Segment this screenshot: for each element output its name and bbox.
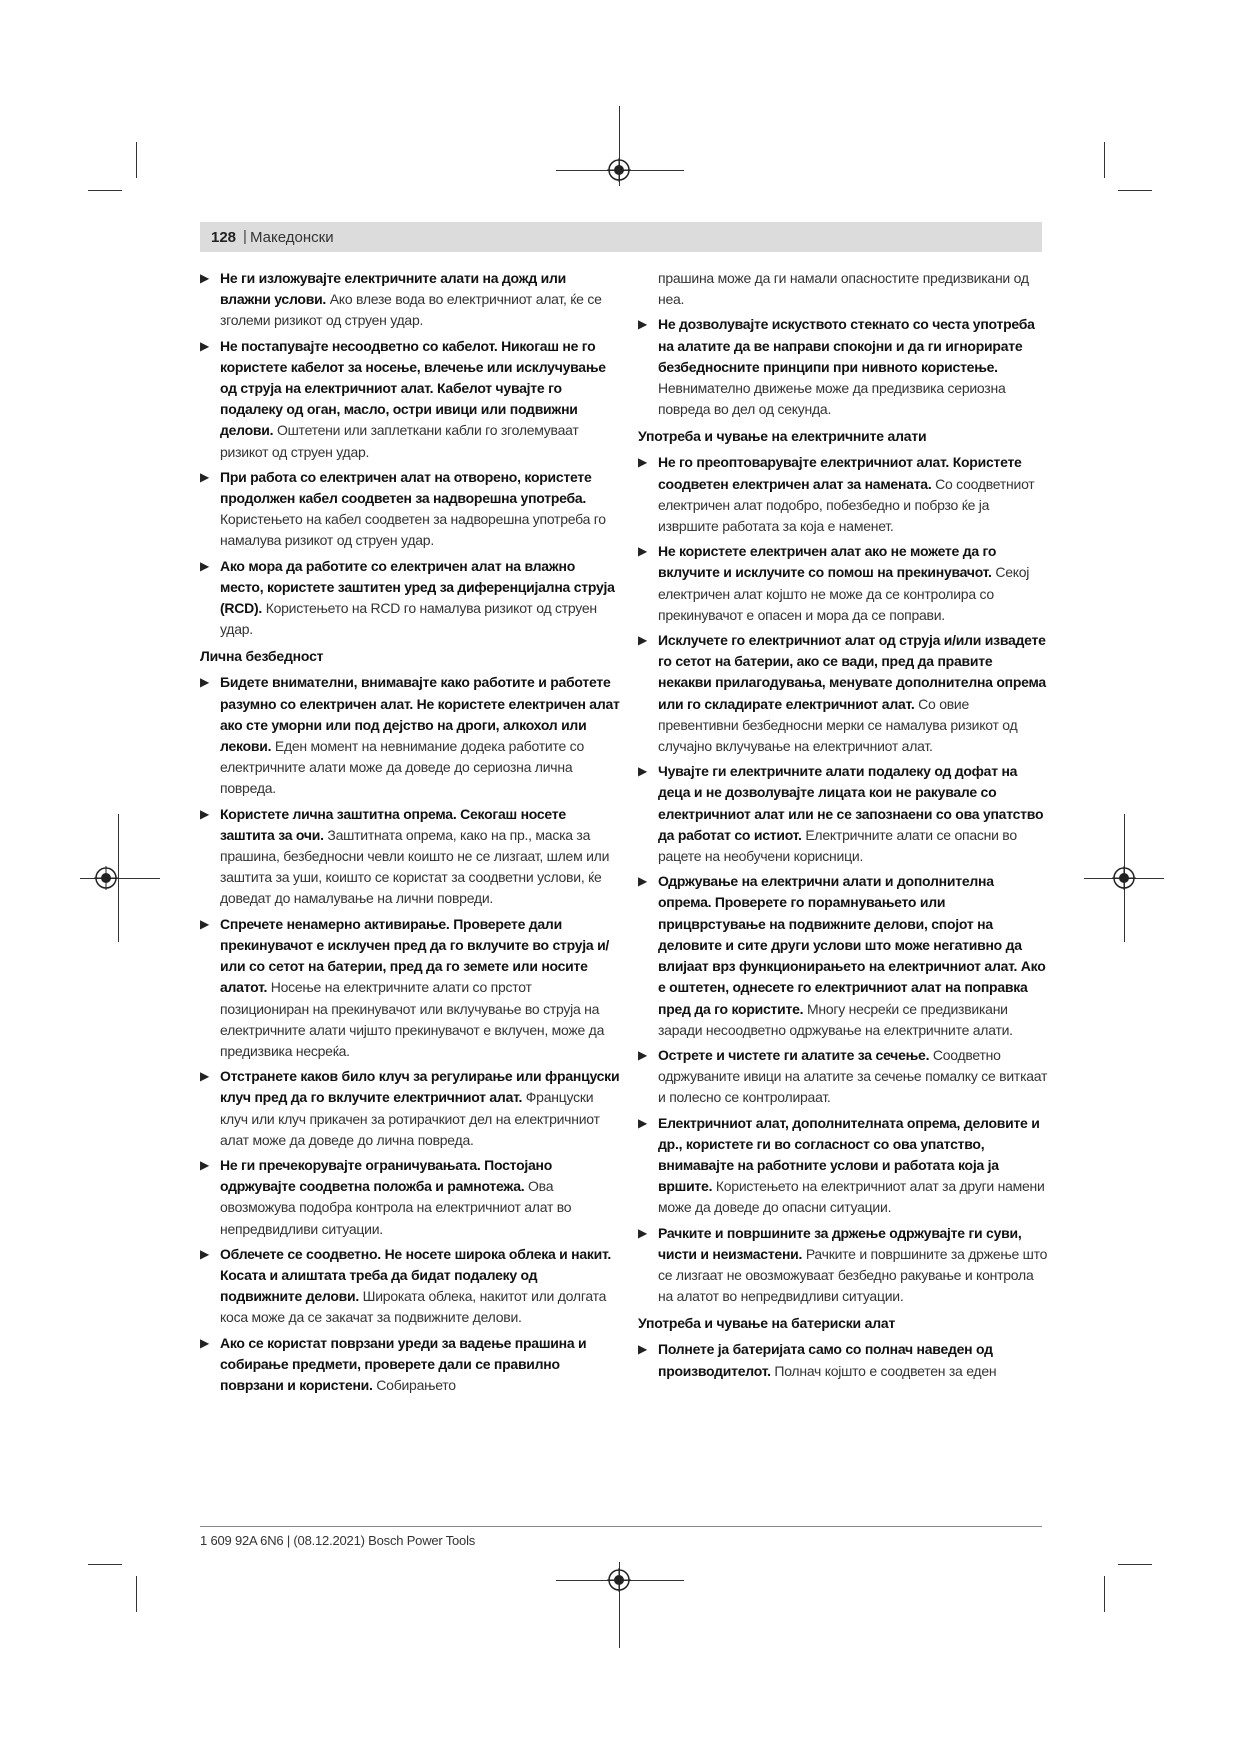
arrow-bullet-icon: ▶ — [200, 806, 209, 821]
list-item: ▶ Не ги пречекорувајте ограничувањата. Постојано одржувајте соодветна положба и рамнотежа. Ова овозможува подобра контрола на електричниот алат во непредвидливи ситуации. — [200, 1156, 572, 1237]
crop-mark-tl-v — [136, 142, 137, 178]
list-item: ▶ При работа со електричен алат на отворено, користете продолжен кабел соодветен за надворешна употреба. Користењето на кабел соодветен за надворешна употреба го намалува ризикот од струен удар. — [200, 468, 606, 549]
list-item: ▶ Чувајте ги електричните алати подалеку од дофат на деца и не дозволувајте лицата кои не ракувале со електричниот алат или не се запознаени со ова упатство да работат со истиот. Електричните алати се опасни во рацете на необучени корисници. — [638, 763, 1044, 865]
crop-mark-br-h — [1118, 1564, 1152, 1565]
arrow-bullet-icon: ▶ — [200, 558, 209, 573]
arrow-bullet-icon: ▶ — [638, 1342, 647, 1357]
arrow-bullet-icon: ▶ — [638, 1115, 647, 1130]
reg-left-h — [80, 878, 160, 879]
list-item: ▶ Електричниот алат, дополнителната опрема, деловите и др., користете ги во согласност со ова упатство, внимавајте на работните услови и работата која ја вршите. Користењето на електричниот алат за други намени може да доведе до опасни ситуации. — [638, 1114, 1045, 1216]
arrow-bullet-icon: ▶ — [200, 271, 209, 285]
arrow-bullet-icon: ▶ — [638, 544, 647, 559]
list-item: ▶ Рачките и површините за држење одржувајте ги суви, чисти и неизмастени. Рачките и површините за држење што се лизгаат не овозможуваат безбедно ракување и контрола на алатот во непредвидливи ситуации. — [638, 1224, 1048, 1305]
list-item: ▶ Одржување на електрични алати и дополнителна опрема. Проверете го порамнувањето или прицврстување на подвижните делови, спојот на деловите и сите други услови што може негативно да влијаат врз функционирањето на електричниот алат. Ако е оштетен, однесете го електричниот алат на поправка пред да го користите. Многу несреќи се предизвикани заради несоодветно одржување на електричните алати. — [638, 873, 1046, 1038]
header-separator: | — [243, 228, 247, 245]
list-item: ▶ Исклучете го електричниот алат од струја и/или извадете го сетот на батерии, ако се вади, пред да правите некакви прилагодувања, менувате дополнителна опрема или го складирате електричниот алат. Со овие превентивни безбедносни мерки се намалува ризикот од случајно вклучување на електричниот алат. — [638, 632, 1046, 755]
arrow-bullet-icon: ▶ — [638, 874, 647, 889]
arrow-bullet-icon: ▶ — [638, 764, 647, 779]
section-heading-tool-use: Употреба и чување на електричните алати — [638, 428, 927, 445]
registration-target-icon — [607, 158, 631, 182]
list-item: ▶ Не постапувајте несоодветно со кабелот. Никогаш не го користете кабелот за носење, влечење или исклучување од струја на електричниот алат. Кабелот чувајте го подалеку од оган, масло, остри ивици или подвижни делови. Оштетени или заплеткани кабли го зголемуваат ризикот од струен удар. — [200, 337, 606, 460]
list-item: ▶ Користете лична заштитна опрема. Секогаш носете заштита за очи. Заштитната опрема, како на пр., маска за прашина, безбедносни чевли коишто не се лизгаат, шлем или заштита за уши, коишто се користат за соодветни услови, ќе доведат до намалување на лични повреди. — [200, 805, 610, 907]
crop-mark-bl-h — [88, 1564, 122, 1565]
list-item: ▶ Отстранете каков било клуч за регулирање или француски клуч пред да го вклучите електричниот алат. Француски клуч или клуч прикачен за ротирачкиот дел на електричниот алат може да доведе до лична повреда. — [200, 1068, 620, 1148]
arrow-bullet-icon: ▶ — [200, 1335, 209, 1350]
right-column — [638, 268, 1048, 1386]
list-item: ▶ Не користете електричен алат ако не можете да го вклучите и исклучите со помош на прекинувачот. Секој електричен алат којшто не може да се контролира со прекинувачот е опасен и мора да се поправи. — [638, 543, 1030, 623]
footer-divider — [200, 1526, 1042, 1527]
registration-target-icon — [94, 866, 118, 890]
crop-mark-bl-v — [136, 1576, 137, 1612]
arrow-bullet-icon: ▶ — [638, 1225, 647, 1240]
page-footer: 1 609 92A 6N6 | (08.12.2021) Bosch Power Tools — [200, 1533, 476, 1548]
arrow-bullet-icon: ▶ — [200, 469, 209, 484]
list-item: ▶ Спречете ненамерно активирање. Проверете дали прекинувачот е исклучен пред да го вклучите во струја и/или со сетот на батерии, пред да го земете или носите алатот. Носење на електричните алати со прстот позициониран на прекинувачот или вклучување во струја на електричните алати чијшто прекинувачот е вклучен, може да предизвика несреќа. — [200, 915, 610, 1059]
list-item: ▶ Острете и чистете ги алатите за сечење. Соодветно одржуваните ивици на алатите за сечење помалку се виткаат и полесно се контролираат. — [638, 1046, 1048, 1106]
arrow-bullet-icon: ▶ — [200, 338, 209, 353]
crop-mark-tr-h — [1118, 190, 1152, 191]
registration-target-icon — [607, 1568, 631, 1592]
crop-mark-br-v — [1104, 1576, 1105, 1612]
continued-text: прашина може да ги намали опасностите предизвикани од неа. — [658, 270, 1029, 308]
arrow-bullet-icon: ▶ — [200, 1157, 209, 1172]
header-language: Македонски — [250, 229, 334, 246]
arrow-bullet-icon: ▶ — [638, 455, 647, 470]
arrow-bullet-icon: ▶ — [200, 1069, 209, 1084]
list-item: ▶ Бидете внимателни, внимавајте како работите и работете разумно со електричен алат. Не користете електричен алат ако сте уморни или под дејство на дроги, алкохол или лекови. Еден момент на невнимание додека работите со електричните алати може да доведе до сериозна лична повреда. — [200, 674, 620, 797]
list-item: ▶ Полнете ја батеријата само со полнач наведен од производителот. Полнач којшто е соодветен за еден — [638, 1341, 997, 1379]
section-heading-personal-safety: Лична безбедност — [200, 648, 324, 665]
arrow-bullet-icon: ▶ — [638, 633, 647, 648]
list-item: ▶ Не ги изложувајте електричните алати на дожд или влажни услови. Ако влезе вода во електричниот алат, ќе се зголеми ризикот од струен удар. — [200, 270, 602, 329]
list-item: ▶ Ако мора да работите со електричен алат на влажно место, користете заштитен уред за диференцијална струја (RCD). Користењето на RCD го намалува ризикот од струен удар. — [200, 557, 615, 638]
crop-mark-tr-v — [1104, 142, 1105, 178]
arrow-bullet-icon: ▶ — [200, 1246, 209, 1261]
left-column — [200, 268, 620, 1400]
list-item: ▶ Облечете се соодветно. Не носете широка облека и накит. Косата и алиштата треба да бидат подалеку од подвижните делови. Широката облека, накитот или долгата коса може да се закачат за подвижните делови. — [200, 1245, 612, 1326]
arrow-bullet-icon: ▶ — [638, 1047, 647, 1062]
arrow-bullet-icon: ▶ — [638, 317, 647, 332]
page-number: 128 — [211, 229, 237, 246]
page-header — [200, 222, 1042, 252]
registration-target-icon — [1112, 866, 1136, 890]
list-item: ▶ Не го преоптоварувајте електричниот алат. Користете соодветен електричен алат за намената. Со соодветниот електричен алат подобро, побезбедно и побрзо ќе ја извршите работата за која е наменет. — [638, 454, 1035, 535]
arrow-bullet-icon: ▶ — [200, 916, 209, 931]
list-item: ▶ Не дозволувајте искуството стекнато со честа употреба на алатите да ве направи спокојни и да ги игнорирате безбедносните принципи при нивното користење. Невнимателно движење може да предизвика сериозна повреда во дел од секунда. — [638, 316, 1035, 418]
crop-mark-tl-h — [88, 190, 122, 191]
section-heading-battery-tool: Употреба и чување на батериски алат — [638, 1315, 896, 1332]
arrow-bullet-icon: ▶ — [200, 675, 209, 690]
list-item: ▶ Ако се користат поврзани уреди за вадење прашина и собирање предмети, проверете дали се правилно поврзани и користени. Собирањето — [200, 1334, 587, 1393]
